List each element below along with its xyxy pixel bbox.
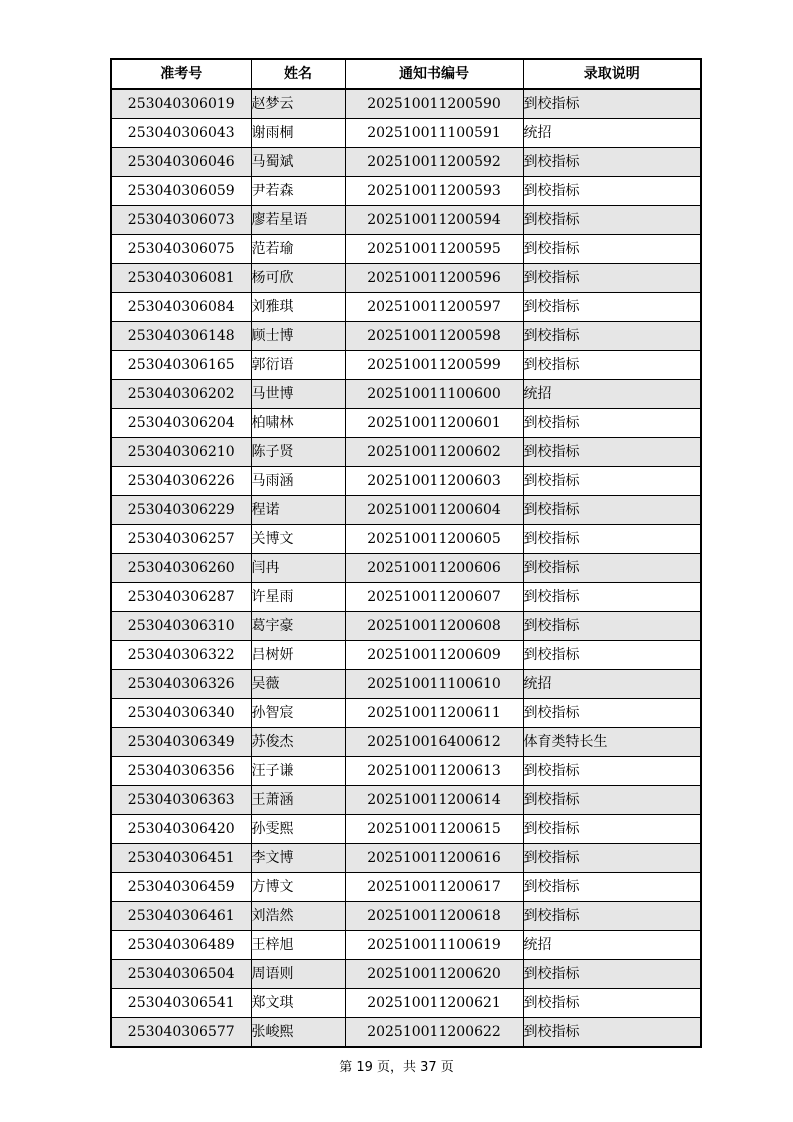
name-cell: 王梓旭	[251, 931, 345, 960]
notice-number-cell: 202510011200604	[345, 496, 523, 525]
admission-note-cell: 到校指标	[523, 409, 701, 438]
table-row	[111, 148, 701, 177]
notice-number-cell: 202510016400612	[345, 728, 523, 757]
admission-note-cell: 到校指标	[523, 467, 701, 496]
exam-id-cell: 253040306204	[111, 409, 251, 438]
exam-id-cell: 253040306356	[111, 757, 251, 786]
exam-id-cell: 253040306461	[111, 902, 251, 931]
admission-note-cell: 到校指标	[523, 206, 701, 235]
admission-note-cell: 到校指标	[523, 438, 701, 467]
notice-number-cell: 202510011200608	[345, 612, 523, 641]
table-row	[111, 931, 701, 960]
notice-number-cell: 202510011100600	[345, 380, 523, 409]
name-cell: 郭衍语	[251, 351, 345, 380]
notice-number-cell: 202510011200606	[345, 554, 523, 583]
admission-note-cell: 统招	[523, 380, 701, 409]
page-footer: 第 19 页，共 37 页	[339, 1060, 454, 1075]
admission-note-cell: 到校指标	[523, 89, 701, 119]
notice-number-cell: 202510011200590	[345, 89, 523, 119]
name-cell: 谢雨桐	[251, 119, 345, 148]
table-row	[111, 438, 701, 467]
table-row	[111, 786, 701, 815]
admission-table	[110, 58, 702, 1048]
notice-number-cell: 202510011200603	[345, 467, 523, 496]
exam-id-cell: 253040306349	[111, 728, 251, 757]
table-row	[111, 322, 701, 351]
notice-number-cell: 202510011200621	[345, 989, 523, 1018]
exam-id-cell: 253040306081	[111, 264, 251, 293]
admission-note-cell: 到校指标	[523, 322, 701, 351]
admission-note-cell: 到校指标	[523, 873, 701, 902]
exam-id-cell: 253040306257	[111, 525, 251, 554]
table-row	[111, 670, 701, 699]
notice-number-cell: 202510011200620	[345, 960, 523, 989]
admission-note-cell: 到校指标	[523, 177, 701, 206]
admission-list-sheet	[110, 58, 700, 1048]
header-exam-id: 准考号	[111, 59, 251, 89]
table-row	[111, 293, 701, 322]
name-cell: 周语则	[251, 960, 345, 989]
exam-id-cell: 253040306260	[111, 554, 251, 583]
name-cell: 赵梦云	[251, 89, 345, 119]
table-row	[111, 989, 701, 1018]
exam-id-cell: 253040306577	[111, 1018, 251, 1048]
notice-number-cell: 202510011200618	[345, 902, 523, 931]
name-cell: 吕树妍	[251, 641, 345, 670]
name-cell: 孙智宸	[251, 699, 345, 728]
notice-number-cell: 202510011200599	[345, 351, 523, 380]
name-cell: 王萧涵	[251, 786, 345, 815]
table-row	[111, 89, 701, 119]
admission-note-cell: 到校指标	[523, 525, 701, 554]
admission-note-cell: 到校指标	[523, 699, 701, 728]
notice-number-cell: 202510011200595	[345, 235, 523, 264]
exam-id-cell: 253040306019	[111, 89, 251, 119]
notice-number-cell: 202510011200609	[345, 641, 523, 670]
admission-note-cell: 到校指标	[523, 351, 701, 380]
exam-id-cell: 253040306210	[111, 438, 251, 467]
admission-note-cell: 到校指标	[523, 1018, 701, 1048]
name-cell: 葛宇豪	[251, 612, 345, 641]
notice-number-cell: 202510011200596	[345, 264, 523, 293]
exam-id-cell: 253040306165	[111, 351, 251, 380]
exam-id-cell: 253040306451	[111, 844, 251, 873]
notice-number-cell: 202510011200615	[345, 815, 523, 844]
exam-id-cell: 253040306363	[111, 786, 251, 815]
admission-note-cell: 到校指标	[523, 148, 701, 177]
exam-id-cell: 253040306226	[111, 467, 251, 496]
name-cell: 刘雅琪	[251, 293, 345, 322]
notice-number-cell: 202510011200607	[345, 583, 523, 612]
admission-note-cell: 统招	[523, 670, 701, 699]
exam-id-cell: 253040306202	[111, 380, 251, 409]
exam-id-cell: 253040306504	[111, 960, 251, 989]
header-notice-number: 通知书编号	[345, 59, 523, 89]
table-row	[111, 235, 701, 264]
table-row	[111, 844, 701, 873]
table-row	[111, 902, 701, 931]
exam-id-cell: 253040306459	[111, 873, 251, 902]
admission-note-cell: 到校指标	[523, 264, 701, 293]
table-row	[111, 699, 701, 728]
exam-id-cell: 253040306420	[111, 815, 251, 844]
exam-id-cell: 253040306084	[111, 293, 251, 322]
name-cell: 苏俊杰	[251, 728, 345, 757]
table-row	[111, 264, 701, 293]
table-row	[111, 525, 701, 554]
name-cell: 刘浩然	[251, 902, 345, 931]
exam-id-cell: 253040306287	[111, 583, 251, 612]
table-row	[111, 496, 701, 525]
exam-id-cell: 253040306322	[111, 641, 251, 670]
exam-id-cell: 253040306310	[111, 612, 251, 641]
name-cell: 孙雯熙	[251, 815, 345, 844]
name-cell: 马蜀斌	[251, 148, 345, 177]
exam-id-cell: 253040306046	[111, 148, 251, 177]
notice-number-cell: 202510011200605	[345, 525, 523, 554]
header-name: 姓名	[251, 59, 345, 89]
admission-note-cell: 统招	[523, 119, 701, 148]
exam-id-cell: 253040306229	[111, 496, 251, 525]
admission-note-cell: 到校指标	[523, 554, 701, 583]
name-cell: 汪子谦	[251, 757, 345, 786]
name-cell: 闫冉	[251, 554, 345, 583]
admission-note-cell: 到校指标	[523, 235, 701, 264]
notice-number-cell: 202510011200598	[345, 322, 523, 351]
notice-number-cell: 202510011100591	[345, 119, 523, 148]
exam-id-cell: 253040306326	[111, 670, 251, 699]
admission-note-cell: 到校指标	[523, 641, 701, 670]
table-row	[111, 612, 701, 641]
name-cell: 范若瑜	[251, 235, 345, 264]
name-cell: 郑文琪	[251, 989, 345, 1018]
admission-note-cell: 到校指标	[523, 293, 701, 322]
name-cell: 顾士博	[251, 322, 345, 351]
admission-note-cell: 到校指标	[523, 583, 701, 612]
table-row	[111, 380, 701, 409]
table-row	[111, 119, 701, 148]
table-body	[111, 89, 701, 1047]
table-row	[111, 815, 701, 844]
name-cell: 柏啸林	[251, 409, 345, 438]
exam-id-cell: 253040306059	[111, 177, 251, 206]
table-row	[111, 409, 701, 438]
table-row	[111, 554, 701, 583]
admission-note-cell: 到校指标	[523, 960, 701, 989]
admission-note-cell: 体育类特长生	[523, 728, 701, 757]
notice-number-cell: 202510011200613	[345, 757, 523, 786]
admission-note-cell: 到校指标	[523, 815, 701, 844]
notice-number-cell: 202510011200622	[345, 1018, 523, 1048]
name-cell: 李文博	[251, 844, 345, 873]
notice-number-cell: 202510011100619	[345, 931, 523, 960]
name-cell: 尹若森	[251, 177, 345, 206]
notice-number-cell: 202510011200614	[345, 786, 523, 815]
admission-note-cell: 到校指标	[523, 844, 701, 873]
exam-id-cell: 253040306489	[111, 931, 251, 960]
table-row	[111, 728, 701, 757]
table-row	[111, 873, 701, 902]
admission-note-cell: 到校指标	[523, 757, 701, 786]
notice-number-cell: 202510011200593	[345, 177, 523, 206]
admission-note-cell: 到校指标	[523, 786, 701, 815]
exam-id-cell: 253040306541	[111, 989, 251, 1018]
notice-number-cell: 202510011200617	[345, 873, 523, 902]
notice-number-cell: 202510011200597	[345, 293, 523, 322]
exam-id-cell: 253040306148	[111, 322, 251, 351]
name-cell: 马雨涵	[251, 467, 345, 496]
name-cell: 许星雨	[251, 583, 345, 612]
table-header-row	[111, 59, 701, 89]
notice-number-cell: 202510011100610	[345, 670, 523, 699]
name-cell: 吴薇	[251, 670, 345, 699]
admission-note-cell: 到校指标	[523, 989, 701, 1018]
exam-id-cell: 253040306073	[111, 206, 251, 235]
table-row	[111, 467, 701, 496]
admission-note-cell: 到校指标	[523, 902, 701, 931]
table-row	[111, 757, 701, 786]
notice-number-cell: 202510011200602	[345, 438, 523, 467]
name-cell: 杨可欣	[251, 264, 345, 293]
table-row	[111, 206, 701, 235]
table-row	[111, 351, 701, 380]
notice-number-cell: 202510011200592	[345, 148, 523, 177]
table-row	[111, 177, 701, 206]
admission-note-cell: 到校指标	[523, 496, 701, 525]
name-cell: 廖若星语	[251, 206, 345, 235]
name-cell: 陈子贤	[251, 438, 345, 467]
name-cell: 关博文	[251, 525, 345, 554]
table-row	[111, 641, 701, 670]
name-cell: 马世博	[251, 380, 345, 409]
admission-note-cell: 到校指标	[523, 612, 701, 641]
header-admission-note: 录取说明	[523, 59, 701, 89]
notice-number-cell: 202510011200601	[345, 409, 523, 438]
name-cell: 程诺	[251, 496, 345, 525]
notice-number-cell: 202510011200594	[345, 206, 523, 235]
table-row	[111, 960, 701, 989]
notice-number-cell: 202510011200616	[345, 844, 523, 873]
exam-id-cell: 253040306340	[111, 699, 251, 728]
name-cell: 方博文	[251, 873, 345, 902]
exam-id-cell: 253040306075	[111, 235, 251, 264]
exam-id-cell: 253040306043	[111, 119, 251, 148]
name-cell: 张峻熙	[251, 1018, 345, 1048]
table-row	[111, 1018, 701, 1048]
table-row	[111, 583, 701, 612]
notice-number-cell: 202510011200611	[345, 699, 523, 728]
admission-note-cell: 统招	[523, 931, 701, 960]
